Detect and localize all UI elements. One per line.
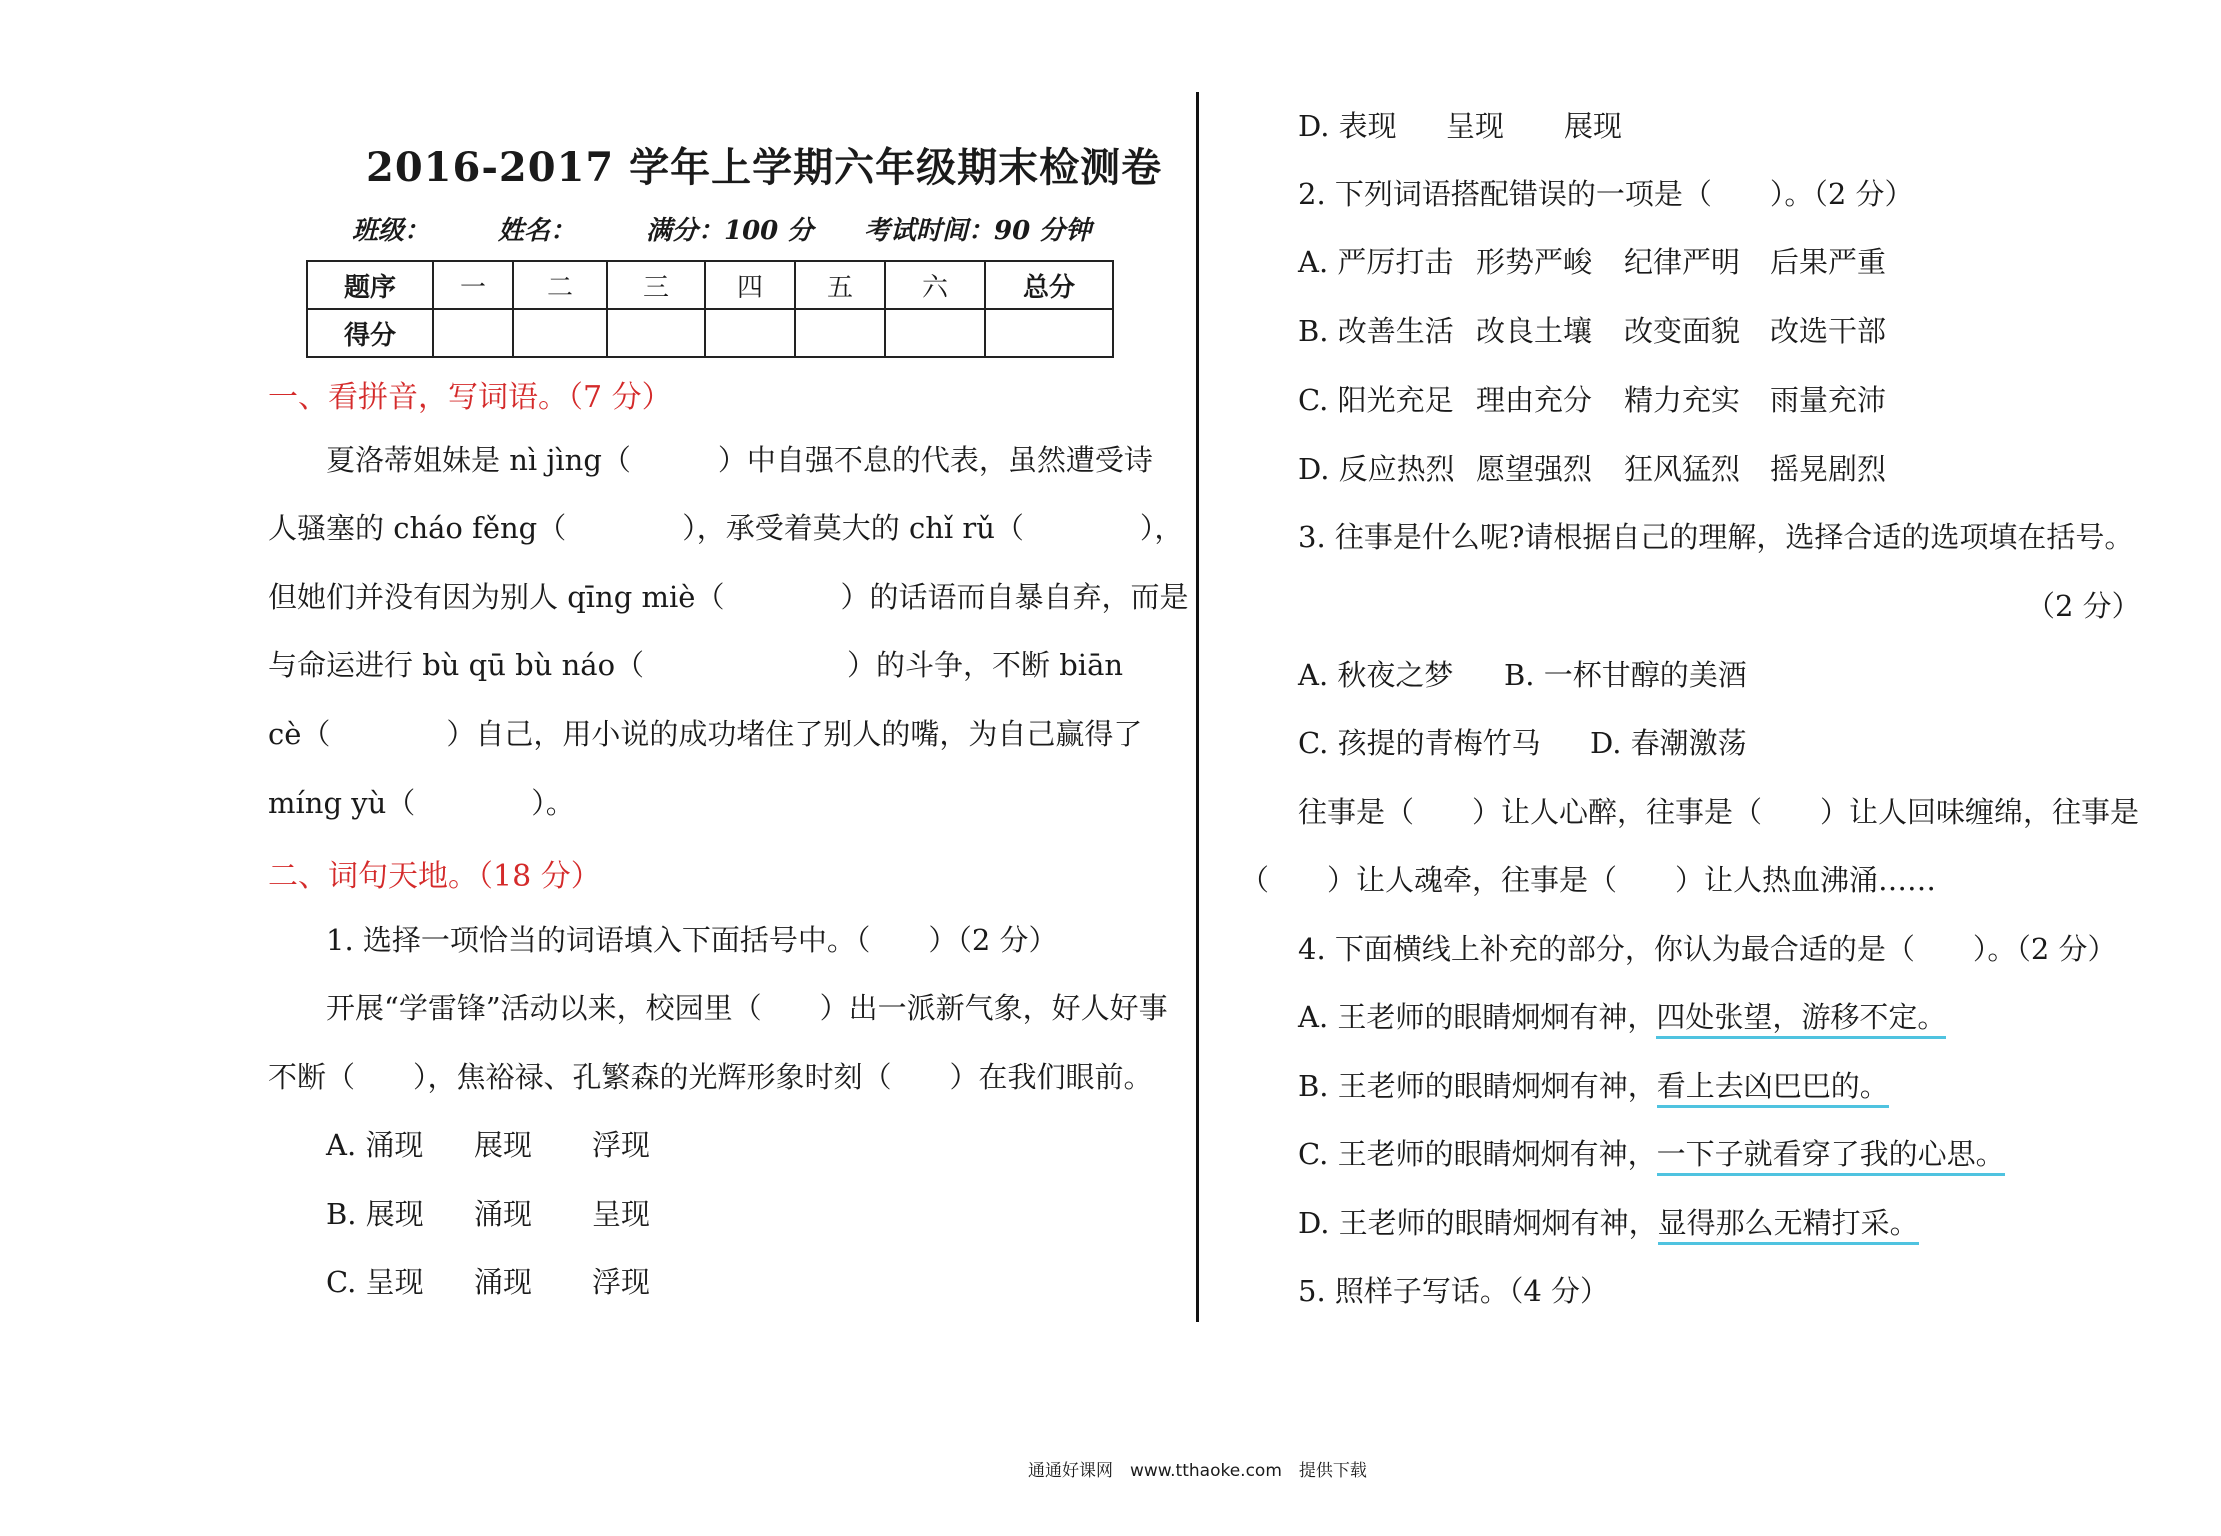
option-word: 展现 — [1564, 109, 1623, 143]
option-d: D. 春潮激荡 — [1590, 726, 1747, 760]
option-c: C. 阳光充足 — [1298, 383, 1454, 417]
table-cell: 得分 — [307, 309, 433, 357]
score-input-6[interactable] — [885, 309, 985, 357]
option-d: D. 反应热烈 — [1298, 452, 1455, 486]
option-word: 改变面貌 — [1624, 314, 1741, 348]
option-prefix: A. 王老师的眼睛炯炯有神， — [1298, 1000, 1657, 1034]
table-cell: 三 — [607, 261, 705, 309]
option-word: 愿望强烈 — [1476, 452, 1593, 486]
option-prefix: C. 王老师的眼睛炯炯有神， — [1298, 1137, 1657, 1171]
question-1-stem: 1. 选择一项恰当的词语填入下面括号中。（ ）（2 分） — [326, 923, 1058, 957]
table-cell: 总分 — [985, 261, 1113, 309]
option-b — [1298, 1066, 1889, 1106]
text-line: 人骚塞的 cháo fěng（ ），承受着莫大的 chǐ rǔ（ ）， — [268, 511, 1184, 545]
option-prefix: D. 王老师的眼睛炯炯有神， — [1298, 1206, 1658, 1240]
option-word: 理由充分 — [1476, 383, 1593, 417]
score-input-2[interactable] — [513, 309, 607, 357]
option-word: 纪律严明 — [1624, 245, 1741, 279]
page-title: 2016-2017 学年上学期六年级期末检测卷 — [366, 144, 1163, 191]
option-word: 狂风猛烈 — [1624, 452, 1741, 486]
section-heading-2: 二、词句天地。（18 分） — [268, 859, 601, 894]
text-line: míng yù（ ）。 — [268, 786, 575, 820]
score-input-total[interactable] — [985, 309, 1113, 357]
info-class: 班级： — [352, 216, 431, 246]
table-cell: 一 — [433, 261, 513, 309]
table-cell: 题序 — [307, 261, 433, 309]
option-b: B. 展现 — [326, 1197, 424, 1231]
option-c: C. 孩提的青梅竹马 — [1298, 726, 1541, 760]
text-line: 与命运进行 bù qū bù náo（ ）的斗争，不断 biān — [268, 648, 1124, 682]
underlined-phrase: 四处张望，游移不定。 — [1656, 1000, 1946, 1039]
table-cell: 六 — [885, 261, 985, 309]
info-full-score: 满分：100 分 — [646, 216, 814, 246]
option-a: A. 涌现 — [326, 1128, 424, 1162]
option-a: A. 秋夜之梦 — [1298, 658, 1454, 692]
option-b: B. 改善生活 — [1298, 314, 1454, 348]
option-word: 形势严峻 — [1476, 245, 1593, 279]
info-name: 姓名： — [498, 216, 577, 246]
text-line: 夏洛蒂姐妹是 nì jìng（ ）中自强不息的代表，虽然遭受诗 — [326, 443, 1153, 477]
question-2-stem: 2. 下列词语搭配错误的一项是（ ）。（2 分） — [1298, 177, 1914, 211]
text-line: 但她们并没有因为别人 qīng miè（ ）的话语而自暴自弃，而是 — [268, 580, 1189, 614]
option-b: B. 一杯甘醇的美酒 — [1504, 658, 1747, 692]
footer-source: 通通好课网 www.tthaoke.com 提供下载 — [1028, 1461, 1367, 1481]
text-line: 往事是（ ）让人心醉，往事是（ ）让人回味缠绵，往事是 — [1298, 795, 2140, 829]
underlined-phrase: 看上去凶巴巴的。 — [1657, 1069, 1889, 1108]
option-c: C. 呈现 — [326, 1265, 424, 1299]
underlined-phrase: 一下子就看穿了我的心思。 — [1657, 1137, 2005, 1176]
question-5-stem: 5. 照样子写话。（4 分） — [1298, 1274, 1610, 1308]
score-input-3[interactable] — [607, 309, 705, 357]
question-3-points: （2 分） — [2026, 589, 2141, 623]
text-line: 不断（ ），焦裕禄、孔繁森的光辉形象时刻（ ）在我们眼前。 — [268, 1060, 1153, 1094]
option-word: 涌现 — [474, 1197, 533, 1231]
table-cell: 五 — [795, 261, 885, 309]
option-word: 改良土壤 — [1476, 314, 1593, 348]
option-word: 雨量充沛 — [1770, 383, 1887, 417]
section-heading-1: 一、看拼音，写词语。（7 分） — [268, 380, 672, 415]
table-cell: 四 — [705, 261, 795, 309]
option-word: 后果严重 — [1770, 245, 1887, 279]
option-word: 浮现 — [592, 1128, 651, 1162]
score-table — [306, 260, 1114, 358]
option-a — [1298, 997, 1946, 1037]
text-line: （ ）让人魂牵，往事是（ ）让人热血沸涌…… — [1240, 863, 1937, 897]
column-divider — [1196, 92, 1199, 1322]
option-prefix: B. 王老师的眼睛炯炯有神， — [1298, 1069, 1657, 1103]
question-3-stem: 3. 往事是什么呢?请根据自己的理解，选择合适的选项填在括号。 — [1298, 520, 2134, 554]
option-c — [1298, 1134, 2005, 1174]
text-line: cè（ ）自己，用小说的成功堵住了别人的嘴，为自己赢得了 — [268, 717, 1143, 751]
table-cell: 二 — [513, 261, 607, 309]
score-input-5[interactable] — [795, 309, 885, 357]
option-d — [1298, 1203, 1919, 1243]
text-line: 开展“学雷锋”活动以来，校园里（ ）出一派新气象，好人好事 — [326, 991, 1168, 1025]
info-exam-time: 考试时间：90 分钟 — [864, 216, 1092, 246]
option-word: 呈现 — [592, 1197, 651, 1231]
score-input-1[interactable] — [433, 309, 513, 357]
option-word: 涌现 — [474, 1265, 533, 1299]
score-input-4[interactable] — [705, 309, 795, 357]
option-word: 精力充实 — [1624, 383, 1741, 417]
option-word: 浮现 — [592, 1265, 651, 1299]
option-word: 展现 — [474, 1128, 533, 1162]
question-4-stem: 4. 下面横线上补充的部分，你认为最合适的是（ ）。（2 分） — [1298, 932, 2117, 966]
option-d: D. 表现 — [1298, 109, 1397, 143]
option-word: 改选干部 — [1770, 314, 1887, 348]
option-word: 呈现 — [1446, 109, 1505, 143]
option-word: 摇晃剧烈 — [1770, 452, 1887, 486]
underlined-phrase: 显得那么无精打采。 — [1658, 1206, 1919, 1245]
option-a: A. 严厉打击 — [1298, 245, 1454, 279]
